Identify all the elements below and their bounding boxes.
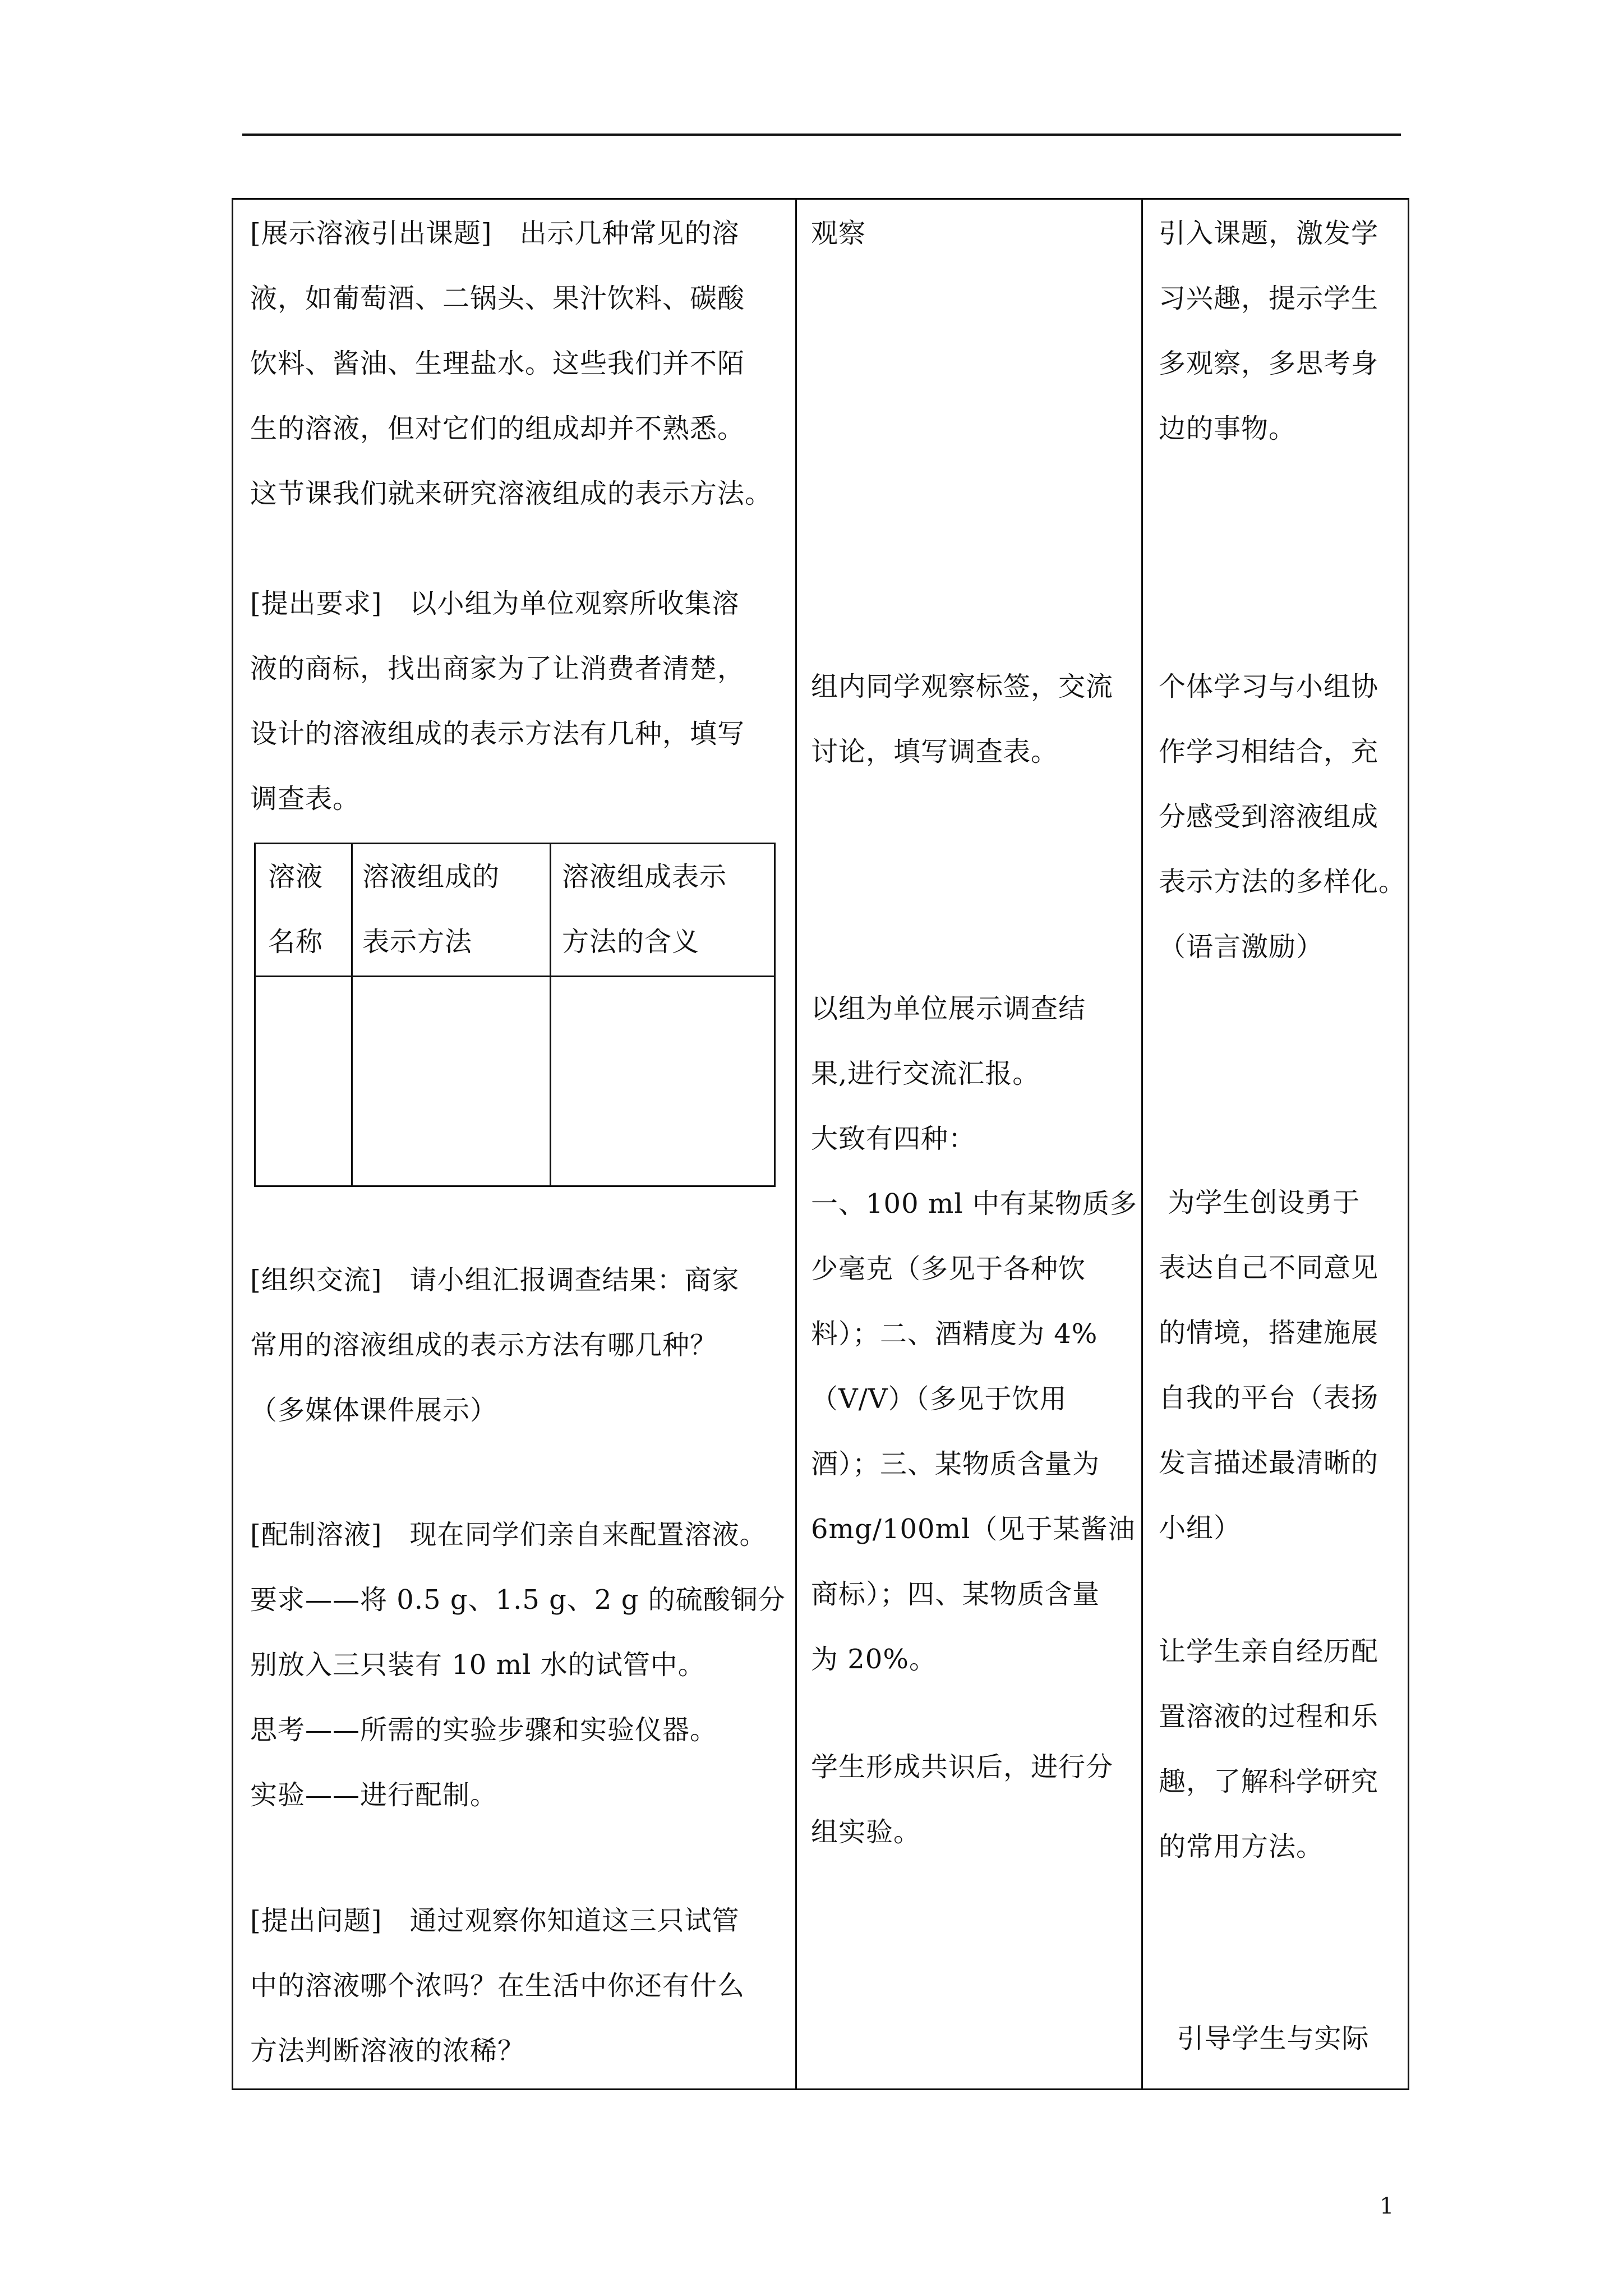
student-activity-discuss	[811, 654, 1136, 784]
teacher-activity-intro-line: [展示溶液引出课题] 出示几种常见的溶	[250, 218, 740, 249]
teacher-activity-question-line: 方法判断溶液的浓稀？	[250, 2035, 525, 2067]
survey-header-solution-name	[268, 844, 323, 974]
intent-expression-line: 的情境，搭建施展	[1159, 1317, 1379, 1349]
teacher-activity-preparation-line: [配制溶液] 现在同学们亲自来配置溶液。	[250, 1519, 767, 1550]
teacher-activity-exchange	[250, 1248, 789, 1443]
column-divider-2	[1141, 198, 1143, 2090]
student-activity-observe-line: 观察	[811, 218, 866, 249]
intent-experience-line: 趣，了解科学研究	[1159, 1766, 1379, 1797]
teacher-activity-preparation	[250, 1502, 789, 1828]
teacher-activity-preparation-line: 别放入三只装有 10 ml 水的试管中。	[250, 1649, 706, 1681]
intent-expression-line: 为学生创设勇于	[1159, 1187, 1361, 1218]
student-activity-report-line: 酒）；三、某物质含量为	[811, 1448, 1100, 1480]
teacher-activity-requirement-line: [提出要求] 以小组为单位观察所收集溶	[250, 588, 740, 619]
student-activity-report-line: 大致有四种：	[811, 1123, 976, 1154]
student-activity-experiment-line: 组实验。	[811, 1816, 921, 1848]
intent-cooperative-learning-line: 个体学习与小组协	[1159, 671, 1379, 702]
student-activity-discuss-line: 讨论，填写调查表。	[811, 736, 1059, 767]
student-activity-report-line: 果,进行交流汇报。	[811, 1058, 1040, 1089]
intent-introduce-line: 引入课题，激发学	[1159, 218, 1379, 249]
teacher-activity-question-line: 中的溶液哪个浓吗？在生活中你还有什么	[250, 1970, 745, 2001]
intent-experience-line: 置溶液的过程和乐	[1159, 1701, 1379, 1732]
teacher-activity-intro-line: 这节课我们就来研究溶液组成的表示方法。	[250, 478, 773, 509]
intent-expression-line: 表达自己不同意见	[1159, 1252, 1379, 1283]
survey-header-method-meaning	[562, 844, 727, 974]
survey-header-expression-method	[362, 844, 500, 974]
teacher-activity-requirement-line: 设计的溶液组成的表示方法有几种，填写	[250, 718, 745, 749]
student-activity-report-line: 料）；二、酒精度为 4%	[811, 1318, 1098, 1350]
teacher-activity-preparation-line: 要求——将 0.5 g、1.5 g、2 g 的硫酸铜分	[250, 1584, 786, 1616]
teacher-activity-exchange-line: 常用的溶液组成的表示方法有哪几种？	[250, 1329, 718, 1361]
intent-experience-line: 的常用方法。	[1159, 1831, 1324, 1862]
intent-cooperative-learning-line: 分感受到溶液组成	[1159, 801, 1379, 832]
student-activity-report-line: 一、100 ml 中有某物质多	[811, 1188, 1138, 1220]
student-activity-report-line: （V/V）（多见于饮用	[811, 1383, 1067, 1415]
student-activity-report-line: 以组为单位展示调查结	[811, 993, 1086, 1024]
survey-header-method-meaning-line: 方法的含义	[562, 926, 700, 958]
survey-table	[254, 843, 776, 1187]
student-activity-report-line: 少毫克（多见于各种饮	[811, 1253, 1086, 1285]
survey-table-divider-2	[550, 844, 551, 1185]
intent-guide	[1159, 2006, 1405, 2071]
teacher-activity-question-line: [提出问题] 通过观察你知道这三只试管	[250, 1905, 740, 1936]
student-activity-report	[811, 976, 1136, 1692]
intent-expression-line: 小组）	[1159, 1512, 1242, 1544]
teacher-activity-exchange-line: （多媒体课件展示）	[250, 1395, 498, 1426]
teacher-activity-intro-line: 液，如葡萄酒、二锅头、果汁饮料、碳酸	[250, 283, 745, 314]
page-number: 1	[1380, 2193, 1394, 2219]
teacher-activity-requirement	[250, 571, 789, 831]
student-activity-report-line: 6mg/100ml（见于某酱油	[811, 1513, 1136, 1545]
teacher-activity-requirement-line: 调查表。	[250, 783, 361, 815]
teacher-activity-intro-line: 生的溶液，但对它们的组成却并不熟悉。	[250, 413, 745, 444]
teacher-activity-question	[250, 1888, 789, 2083]
teacher-activity-requirement-line: 液的商标，找出商家为了让消费者清楚，	[250, 653, 745, 684]
teacher-activity-preparation-line: 实验——进行配制。	[250, 1779, 498, 1811]
intent-expression-line: 自我的平台（表扬	[1159, 1382, 1379, 1414]
intent-cooperative-learning-line: 作学习相结合，充	[1159, 736, 1379, 767]
teacher-activity-exchange-line: [组织交流] 请小组汇报调查结果：商家	[250, 1264, 740, 1296]
intent-introduce-line: 多观察，多思考身	[1159, 348, 1379, 379]
intent-introduce	[1159, 201, 1405, 461]
teacher-activity-intro	[250, 201, 789, 526]
survey-header-method-meaning-line: 溶液组成表示	[562, 861, 727, 892]
student-activity-observe	[811, 201, 1136, 266]
intent-expression-line: 发言描述最清晰的	[1159, 1447, 1379, 1479]
teacher-activity-preparation-line: 思考——所需的实验步骤和实验仪器。	[250, 1714, 718, 1746]
survey-table-header-rule	[256, 976, 774, 977]
student-activity-report-line: 为 20%。	[811, 1644, 937, 1675]
intent-introduce-line: 习兴趣，提示学生	[1159, 283, 1379, 314]
survey-header-expression-method-line: 溶液组成的	[362, 861, 500, 892]
student-activity-report-line: 商标）；四、某物质含量	[811, 1579, 1100, 1610]
survey-table-divider-1	[351, 844, 353, 1185]
column-divider-1	[795, 198, 797, 2090]
survey-header-solution-name-line: 溶液	[268, 861, 324, 892]
intent-introduce-line: 边的事物。	[1159, 413, 1297, 444]
intent-experience-line: 让学生亲自经历配	[1159, 1636, 1379, 1667]
survey-header-expression-method-line: 表示方法	[362, 926, 473, 958]
intent-experience	[1159, 1619, 1405, 1879]
survey-header-solution-name-line: 名称	[268, 926, 324, 958]
teacher-activity-intro-line: 饮料、酱油、生理盐水。这些我们并不陌	[250, 348, 745, 379]
intent-expression	[1159, 1170, 1405, 1561]
intent-cooperative-learning-line: （语言激励）	[1159, 931, 1324, 963]
student-activity-discuss-line: 组内同学观察标签，交流	[811, 671, 1114, 702]
header-rule	[242, 134, 1401, 136]
intent-cooperative-learning-line: 表示方法的多样化。	[1159, 866, 1407, 898]
student-activity-experiment	[811, 1734, 1136, 1865]
student-activity-experiment-line: 学生形成共识后，进行分	[811, 1751, 1114, 1783]
intent-cooperative-learning	[1159, 654, 1405, 979]
intent-guide-line: 引导学生与实际	[1159, 2023, 1370, 2054]
